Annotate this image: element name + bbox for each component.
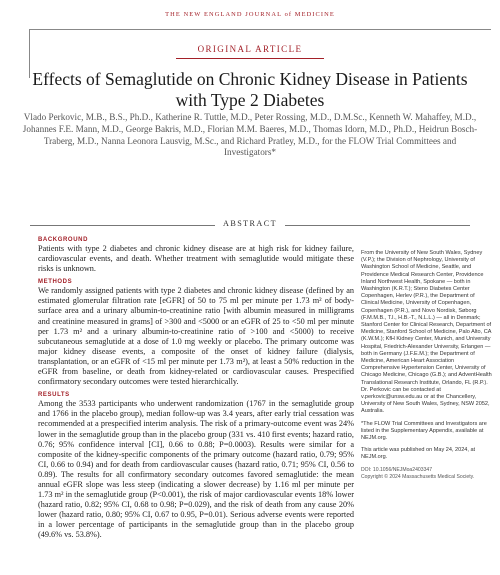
publication-note: This article was published on May 24, 2024, at NEJM.org. (361, 447, 476, 461)
background-heading: BACKGROUND (38, 237, 88, 243)
section-underline (176, 58, 324, 59)
author-affiliations: From the University of New South Wales, Sydney (V.P.); the Division of Nephrology, University of Washington School of Medicine, Seattle, and Providence Medical Research Center, Providence Inland Northwest Health, Spokane — both in Washington (K.R.T.); Steno Diabetes Center Copenhagen, Herlev (P.R.), the Department of Clinical Medicine, University of Copenhagen, Copenhagen (P.R.), and Novo Nordisk, Søborg (F.M.M.B., T.I., H.B.-T., N.L.L.) — all in Denmark; Stanford Center for Clinical Research, Department of Medicine, Stanford School of Medicine, Palo Alto, CA (K.W.M.); KfH Kidney Center, Munich, and University Hospital, Friedrich-Alexander University, Erlangen — both in Germany (J.F.E.M.); the Department of Medicine, American Heart Association Comprehensive Hypertension Center, University of Chicago Medicine, Chicago (G.B.); and AdventHealth Translational Research Institute, Orlando, FL (R.P.). Dr. Perkovic can be contacted at v.perkovic@unsw.edu.au or at the Chancellery, University of New South Wales, Sydney, NSW 2052, Australia. (361, 250, 492, 415)
methods-text: We randomly assigned patients with type 2 diabetes and chronic kidney disease (defined by an estimated glomerular filtration rate [eGFR] of 50 to 75 ml per minute per 1.73 m² of body-surface area and a urinary albumin-to-creatinine ratio [with albumin measured in milligrams and creatinine measured in grams] of >300 and <5000 or an eGFR of 25 to <50 ml per minute per 1.73 m² and a urinary albumin-to-creatinine ratio of >100 and <5000) to receive subcutaneous semaglutide at a dose of 1.0 mg weekly or placebo. The primary outcome was major kidney disease events, a composite of the onset of kidney failure (dialysis, transplantation, or an eGFR of <15 ml per minute per 1.73 m²), at least a 50% reduction in the eGFR from baseline, or death from kidney-related or cardiovascular causes. Prespecified confirmatory secondary outcomes were tested hierarchically. (38, 286, 354, 387)
author-list: Vlado Perkovic, M.B., B.S., Ph.D., Katherine R. Tuttle, M.D., Peter Rossing, M.D., D.M.Sc., Kenneth W. Mahaffey, M.D., Johannes F.E. Mann, M.D., George Bakris, M.D., Florian M.M. Baeres, M.D., Thomas Idorn, M.D., Ph.D., Heidrun Bosch-Traberg, M.D., Nanna Leonora Lausvig, M.Sc., and Richard Pratley, M.D., for the FLOW Trial Committees and Investigators* (22, 112, 478, 158)
section-label: ORIGINAL ARTICLE (197, 44, 303, 54)
journal-name: THE NEW ENGLAND JOURNAL of MEDICINE (165, 11, 335, 18)
results-text: Among the 3533 participants who underwent randomization (1767 in the semaglutide group and 1766 in the placebo group), median follow-up was 3.4 years, after early trial cessation was recommended at a prespecified interim analysis. The risk of a primary-outcome event was 24% lower in the semaglutide group than in the placebo group (331 vs. 410 first events; hazard ratio, 0.76; 95% confidence interval [CI], 0.66 to 0.88; P=0.0003). Results were similar for a composite of the kidney-specific components of the primary outcome (hazard ratio, 0.79; 95% CI, 0.66 to 0.94) and for death from cardiovascular causes (hazard ratio, 0.71; 95% CI, 0.56 to 0.89). The results for all confirmatory secondary outcomes favored semaglutide: the mean annual eGFR slope was less steep (indicating a slower decrease) by 1.16 ml per minute per 1.73 m² in the semaglutide group (P<0.001), the risk of major cardiovascular events 18% lower (hazard ratio, 0.82; 95% CI, 0.68 to 0.98; P=0.029), and the risk of death from any cause 20% lower (hazard ratio, 0.80; 95% CI, 0.67 to 0.95, P=0.01). Serious adverse events were reported in a lower percentage of participants in the semaglutide group than in the placebo group (49.6% vs. 53.8%). (38, 399, 354, 540)
methods-heading: METHODS (38, 279, 73, 286)
doi-line: DOI: 10.1056/NEJMoa2403347 (361, 466, 433, 473)
abstract-body (38, 237, 354, 546)
header-rule (29, 29, 491, 30)
abstract-label: ABSTRACT (215, 219, 285, 228)
background-text: Patients with type 2 diabetes and chronic kidney disease are at high risk for kidney failure, cardiovascular events, and death. Whether treatment with semaglutide would mitigate these risks is unknown. (38, 244, 354, 274)
copyright-line: Copyright © 2024 Massachusetts Medical Society. (361, 473, 475, 480)
article-title: Effects of Semaglutide on Chronic Kidney Disease in Patients with Type 2 Diabetes (32, 69, 468, 110)
committee-footnote: *The FLOW Trial Committees and Investigators are listed in the Supplementary Appendix, available at NEJM.org. (361, 420, 487, 442)
article-sidebar (361, 250, 493, 481)
results-heading: RESULTS (38, 392, 70, 399)
